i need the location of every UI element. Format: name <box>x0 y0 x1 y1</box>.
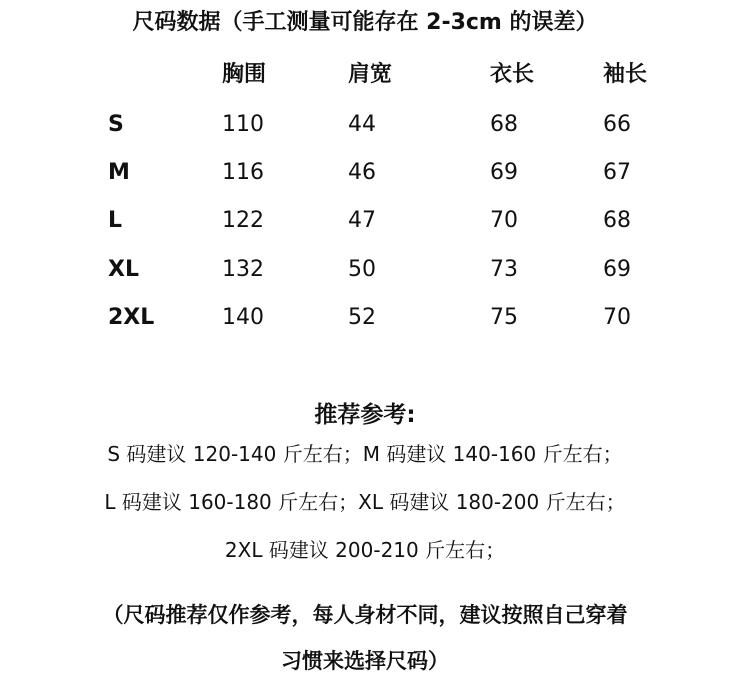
shoulder-value: 50 <box>348 257 376 282</box>
shoulder-value: 46 <box>348 160 376 185</box>
header-length: 衣长 <box>490 62 535 87</box>
note-line: （尺码推荐仅作参考，每人身材不同，建议按照自己穿着 <box>102 603 628 627</box>
sizing-note <box>0 592 730 684</box>
chest-value: 110 <box>222 112 264 137</box>
sleeve-value: 68 <box>603 208 631 233</box>
chest-value: 132 <box>222 257 264 282</box>
chest-value: 140 <box>222 305 264 330</box>
header-sleeve: 袖长 <box>603 62 648 87</box>
length-value: 68 <box>490 112 518 137</box>
size-label: XL <box>108 257 139 282</box>
size-label: S <box>108 112 124 137</box>
recommendation-section <box>0 398 730 584</box>
sleeve-value: 66 <box>603 112 631 137</box>
size-label: L <box>108 208 123 233</box>
length-value: 69 <box>490 160 518 185</box>
recommendation-line: L 码建议 160-180 斤左右；XL 码建议 180-200 斤左右； <box>104 490 626 514</box>
size-label: M <box>108 160 130 185</box>
recommendation-line: S 码建议 120-140 斤左右；M 码建议 140-160 斤左右； <box>107 442 623 466</box>
recommendation-title: 推荐参考: <box>314 402 416 428</box>
shoulder-value: 52 <box>348 305 376 330</box>
shoulder-value: 47 <box>348 208 376 233</box>
header-shoulder: 肩宽 <box>348 62 393 87</box>
sleeve-value: 70 <box>603 305 631 330</box>
size-label: 2XL <box>108 305 155 330</box>
sleeve-value: 69 <box>603 257 631 282</box>
length-value: 73 <box>490 257 518 282</box>
shoulder-value: 44 <box>348 112 376 137</box>
length-value: 70 <box>490 208 518 233</box>
chest-value: 116 <box>222 160 264 185</box>
sleeve-value: 67 <box>603 160 631 185</box>
recommendation-line: 2XL 码建议 200-210 斤左右； <box>224 538 506 562</box>
chest-value: 122 <box>222 208 264 233</box>
note-line: 习惯来选择尺码） <box>281 649 449 673</box>
page-title: 尺码数据（手工测量可能存在 2-3cm 的误差） <box>132 10 598 35</box>
header-chest: 胸围 <box>222 62 267 87</box>
length-value: 75 <box>490 305 518 330</box>
